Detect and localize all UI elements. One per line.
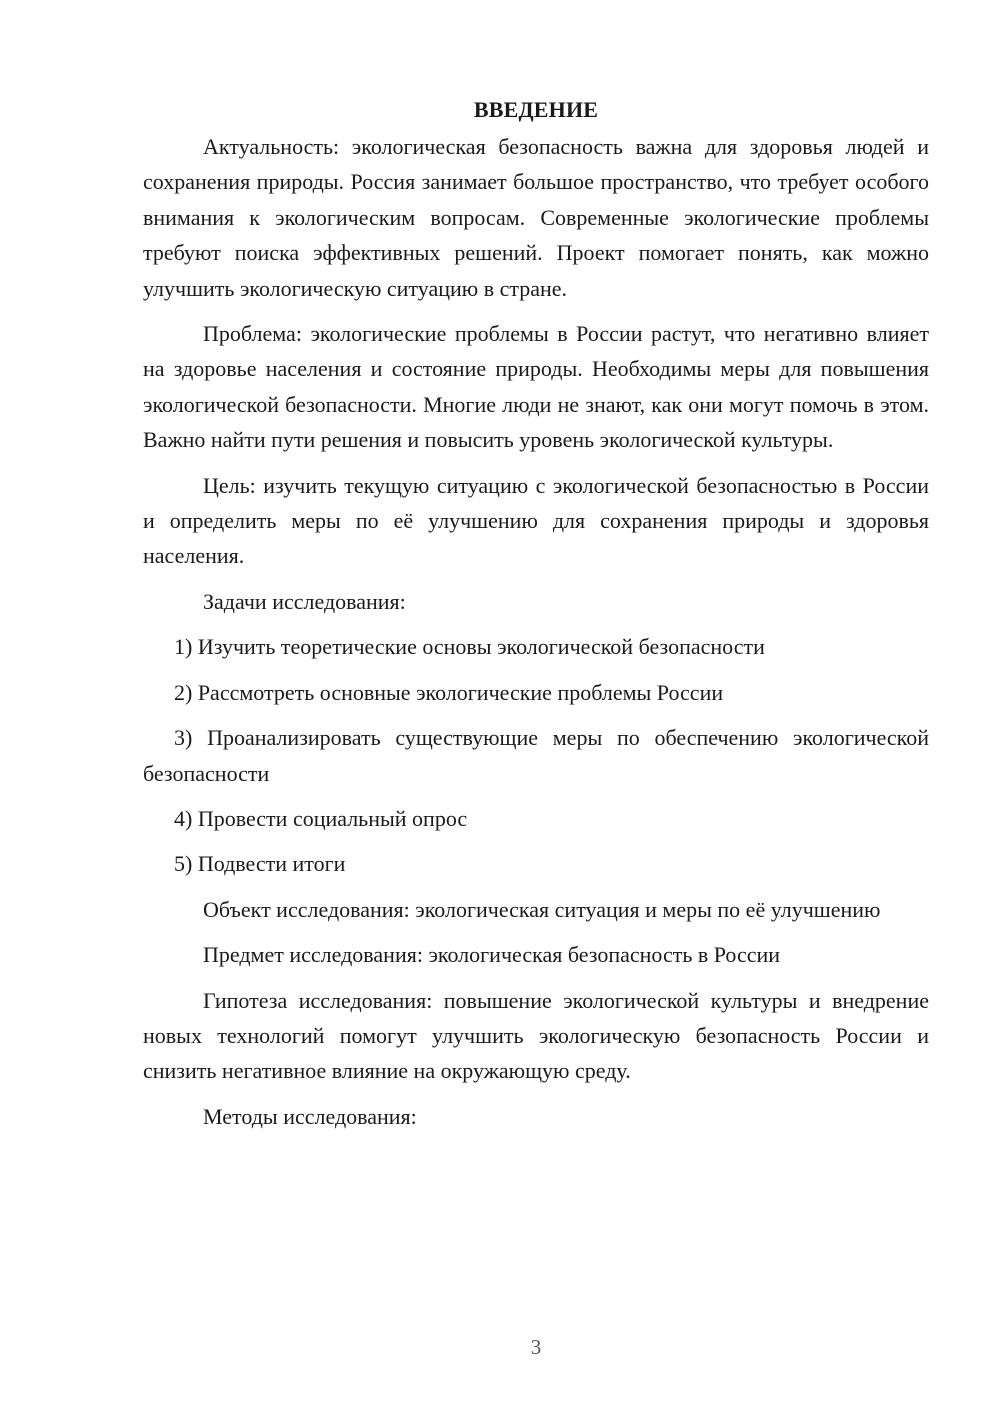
paragraph-relevance: Актуальность: экологическая безопасность важна для здоровья людей и сохранения природы. Россия занимает большое пространство, что требует особого внимания к экологическим вопросам. Современные экологические проблемы требуют поиска эффективных решений. Проект помогает понять, как можно улучшить экологическую ситуацию в стране. — [143, 134, 929, 301]
section-title: ВВЕДЕНИЕ — [473, 97, 599, 122]
list-item: 3) Проанализировать существующие меры по обеспечению экологической безопасности — [143, 725, 929, 786]
paragraph-tasks-heading: Задачи исследования: — [203, 588, 406, 614]
list-item: 2) Рассмотреть основные экологические проблемы России — [174, 679, 724, 705]
document-page — [143, 92, 929, 1144]
paragraph-methods-heading: Методы исследования: — [203, 1103, 417, 1129]
paragraph-hypothesis: Гипотеза исследования: повышение экологической культуры и внедрение новых технологий помогут улучшить экологическую безопасность России и снизить негативное влияние на окружающую среду. — [143, 987, 929, 1084]
list-item: 5) Подвести итоги — [174, 851, 346, 877]
list-item: 4) Провести социальный опрос — [174, 805, 468, 831]
paragraph-goal: Цель: изучить текущую ситуацию с экологической безопасностью в России и определить меры по её улучшению для сохранения природы и здоровья населения. — [143, 472, 929, 569]
tasks-list — [143, 629, 929, 881]
paragraph-problem: Проблема: экологические проблемы в России растут, что негативно влияет на здоровье населения и состояние природы. Необходимы меры для повышения экологической безопасности. Многие люди не знают, как они могут помочь в этом. Важно найти пути решения и повысить уровень экологической культуры. — [143, 321, 929, 453]
paragraph-subject: Предмет исследования: экологическая безопасность в России — [203, 942, 781, 968]
page-number: 3 — [530, 1335, 542, 1359]
list-item: 1) Изучить теоретические основы экологической безопасности — [174, 634, 765, 660]
paragraph-object: Объект исследования: экологическая ситуация и меры по её улучшению — [203, 896, 881, 922]
